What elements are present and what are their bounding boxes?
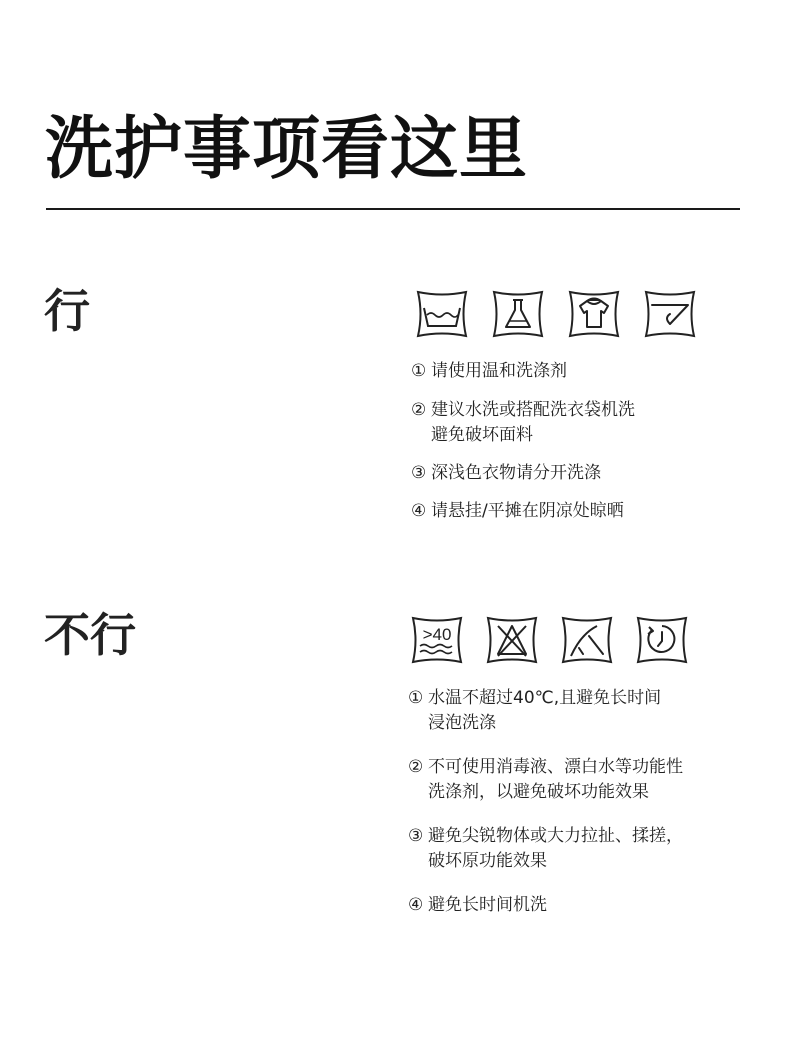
item-number: ① [411, 361, 427, 381]
list-item [408, 893, 683, 918]
list-item [411, 398, 635, 448]
item-text: 深浅色衣物请分开洗涤 [431, 463, 601, 483]
list-item [408, 824, 683, 874]
item-text: 请悬挂/平摊在阴凉处晾晒 [431, 501, 624, 521]
item-text: 请使用温和洗涤剂 [431, 361, 567, 381]
item-number: ① [408, 688, 424, 708]
dont-icons-row [409, 614, 690, 666]
max-40-water-temp-icon [409, 614, 465, 666]
do-not-bleach-icon [484, 614, 540, 666]
do-icons-row [414, 288, 698, 340]
list-item [411, 499, 635, 524]
hang-dry-hanger-icon [642, 288, 698, 340]
list-item [408, 686, 683, 736]
wash-separately-shirt-icon [566, 288, 622, 340]
item-text: 建议水洗或搭配洗衣袋机洗 避免破坏面料 [431, 400, 635, 445]
section-title-do: 行 [44, 284, 90, 338]
item-number: ② [408, 757, 424, 777]
do-list [411, 359, 635, 524]
temp-limit-label: >40 [422, 625, 452, 644]
item-text: 避免长时间机洗 [428, 895, 547, 915]
item-text: 不可使用消毒液、漂白水等功能性 洗涤剂，以避免破坏功能效果 [428, 757, 683, 802]
dont-list [408, 686, 683, 918]
item-number: ③ [408, 826, 424, 846]
page-title: 洗护事项看这里 [45, 110, 529, 189]
item-number: ② [411, 400, 427, 420]
item-text: 避免尖锐物体或大力拉扯、揉搓， 破坏原功能效果 [428, 826, 683, 871]
list-item [408, 755, 683, 805]
item-number: ③ [411, 463, 427, 483]
item-text: 水温不超过40℃,且避免长时间 浸泡洗涤 [428, 688, 662, 733]
no-sharp-objects-icon [559, 614, 615, 666]
item-number: ④ [411, 501, 427, 521]
hand-wash-basin-icon [414, 288, 470, 340]
list-item [411, 359, 635, 384]
item-number: ④ [408, 895, 424, 915]
title-divider [46, 208, 740, 210]
mild-detergent-flask-icon [490, 288, 546, 340]
list-item [411, 461, 635, 486]
no-long-machine-wash-clock-icon [634, 614, 690, 666]
section-title-dont: 不行 [44, 608, 136, 662]
